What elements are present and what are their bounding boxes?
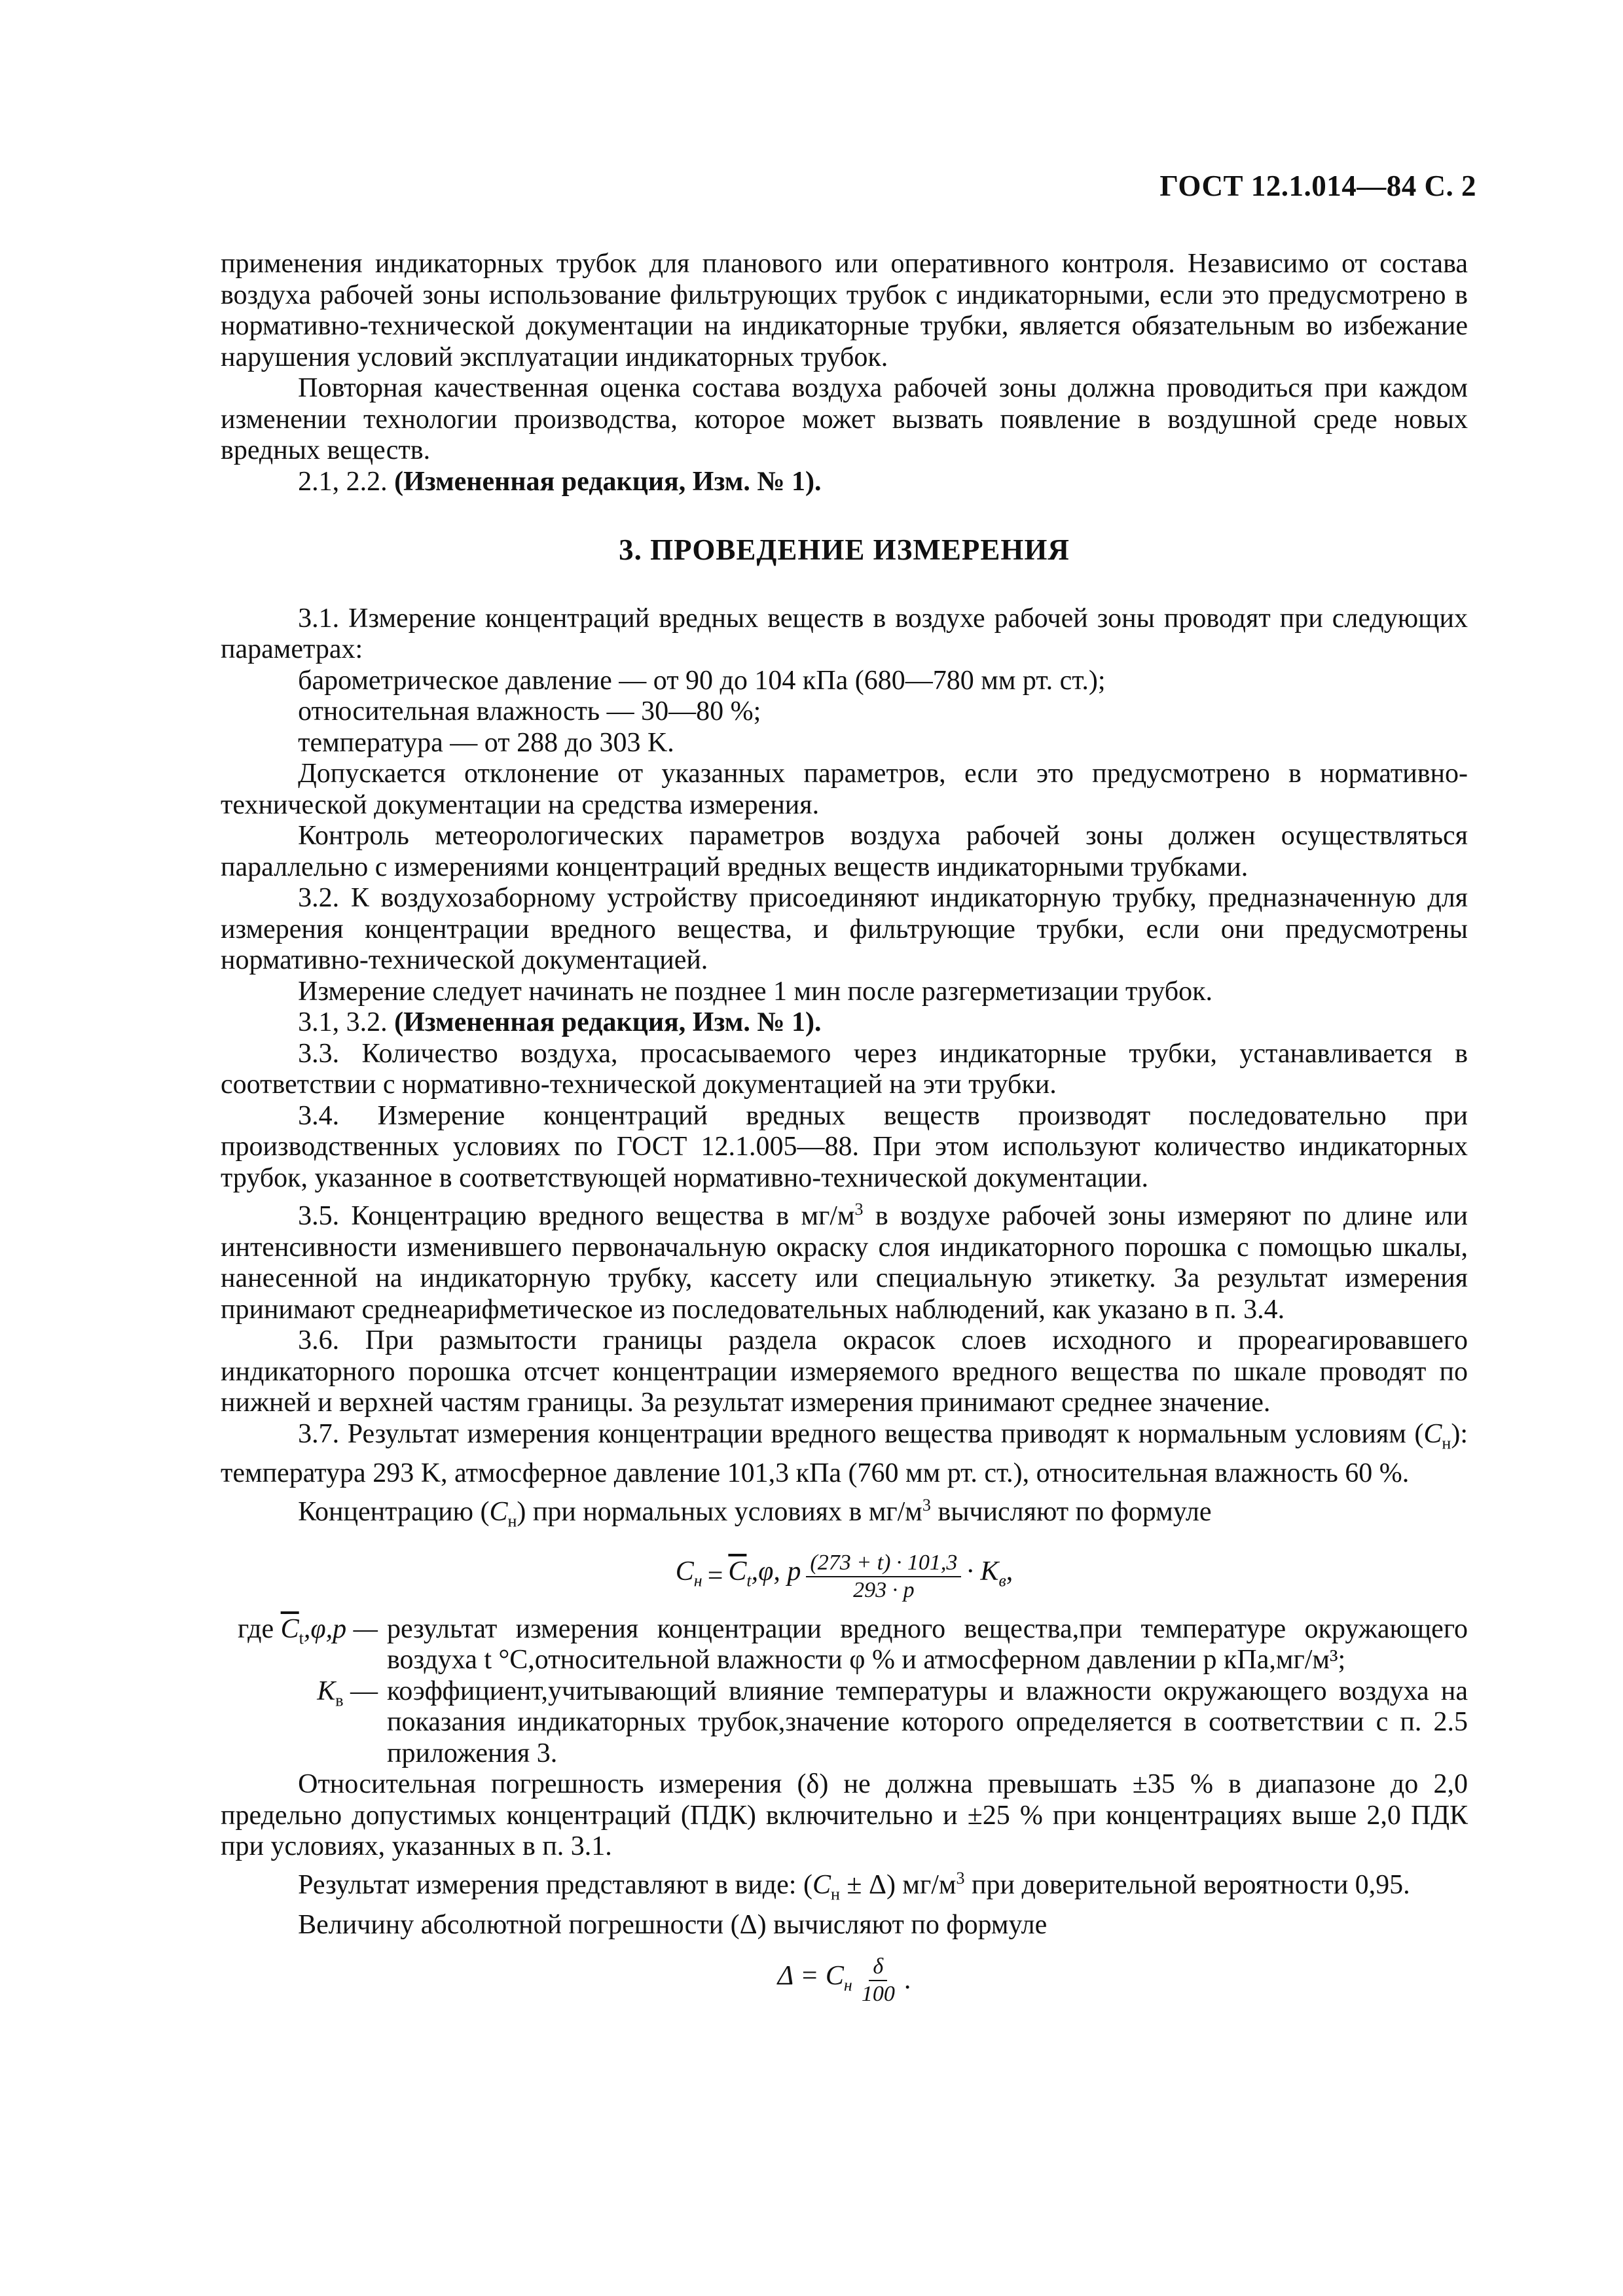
definition-term-2: [221, 1676, 378, 1770]
abs-fraction: [858, 1955, 899, 2006]
measured-term: [728, 1556, 801, 1596]
abs-denominator: 100: [861, 1982, 895, 2007]
clause-3-5: [221, 1194, 1468, 1325]
result-text-a: Результат измерения представляют в виде: (: [298, 1869, 812, 1900]
formula-lhs: [676, 1556, 702, 1596]
start-paragraph: Измерение следует начинать не позднее 1 мин после разгерметизации трубок.: [298, 976, 1213, 1007]
kb-term: [966, 1556, 1013, 1596]
ct-symbol: $\overline{C}$: [728, 1556, 747, 1587]
kb-symbol: · K: [966, 1556, 999, 1587]
clause-3-7-text-b: ): температура 293 K, атмосферное давление 101,3 кПа (760 мм рт. ст.), относительная влажность 60 %.: [221, 1418, 1468, 1489]
term1-rest: ,φ,p —: [303, 1613, 378, 1644]
note-ref: 2.1, 2.2.: [298, 466, 388, 497]
term2-rest: —: [343, 1676, 378, 1706]
calc-text-a: Концентрацию (: [298, 1496, 490, 1527]
cubic-sup: 3: [854, 1200, 864, 1219]
cubic-sup: 3: [922, 1495, 931, 1515]
where-word: где: [238, 1613, 274, 1644]
page-header: ГОСТ 12.1.014—84 С. 2: [1159, 170, 1476, 202]
param-humidity: относительная влажность — 30—80 %;: [298, 696, 761, 726]
intro-paragraph-1: применения индикаторных трубок для планового или оперативного контроля. Независимо от состава воздуха рабочей зоны использование фильтрующих трубок с индикаторными, если это предусмотрено в нормативно-технической документации на индикаторные трубки, является обязательным во избежание нарушения условий эксплуатации индикаторных трубок.: [221, 249, 1468, 372]
clause-3-7: [221, 1419, 1468, 1490]
clause-3-6: 3.6. При размытости границы раздела окрасок слоев исходного и прореагировавшего индикаторного порошка отсчет концентрации измеряемого вредного вещества по шкале проводят по нижней и верхней частям границы. За результат измерения принимают среднее значение.: [221, 1325, 1468, 1418]
equals-sign: =: [707, 1561, 723, 1592]
clause-3-2: 3.2. К воздухозаборному устройству присоединяют индикаторную трубку, предназначенную для измерения концентрации вредного вещества, и фильтрующие трубки, если они предусмотрены нормативно-технической документацией.: [221, 883, 1468, 975]
abs-error-paragraph: Величину абсолютной погрешности (Δ) вычисляют по формуле: [298, 1909, 1048, 1940]
note-bold: (Измененная редакция, Изм. № 1).: [394, 466, 822, 497]
symbol-sub: н: [830, 1884, 840, 1904]
error-paragraph: Относительная погрешность измерения (δ) не должна превышать ±35 % в диапазоне до 2,0 предельно допустимых концентраций (ПДК) включительно и ±25 % при концентрациях выше 2,0 ПДК при условиях, указанных в п. 3.1.: [221, 1769, 1468, 1862]
param-pressure: барометрическое давление — от 90 до 104 кПа (680—780 мм рт. ст.);: [298, 665, 1106, 696]
result-text-b: ± Δ) мг/м: [839, 1869, 957, 1900]
symbol-sub: н: [1442, 1433, 1451, 1452]
abs-lhs: [778, 1961, 852, 2001]
abs-numerator: δ: [869, 1955, 887, 1981]
ct-rest: ,φ, p: [751, 1556, 801, 1587]
amendment-note-3: [221, 1007, 1468, 1039]
symbol-c: C: [812, 1869, 831, 1900]
symbol-sub: н: [507, 1511, 517, 1531]
abs-lhs-text: Δ = C: [777, 1960, 844, 1991]
lhs-sub: н: [693, 1571, 702, 1590]
fraction-denominator: 293 · p: [853, 1577, 915, 1602]
abs-lhs-sub: н: [843, 1975, 852, 1995]
deviation-paragraph: Допускается отклонение от указанных параметров, если это предусмотрено в нормативно-технической документации на средства измерения.: [221, 759, 1468, 820]
param-temperature: температура — от 288 до 303 K.: [298, 727, 674, 758]
clause-3-5-text-b: в воздухе рабочей зоны измеряют по длине или интенсивности изменившего первоначальную окраску слоя индикаторного порошка с помощью шкалы, нанесенной на индикаторную трубку, кассету или специальную этикетку. За результат измерения принимают среднеарифметическое из последовательных наблюдений, как указано в п. 3.4.: [221, 1201, 1468, 1325]
clause-3-7-text-a: 3.7. Результат измерения концентрации вредного вещества приводят к нормальным условиям (: [298, 1418, 1424, 1449]
term1-symbol: $\overline{C}$: [280, 1613, 299, 1644]
ct-sub: t: [746, 1571, 752, 1590]
note-bold: (Измененная редакция, Изм. № 1).: [394, 1007, 822, 1037]
formula-intro: [221, 1490, 1468, 1537]
document-body: [221, 249, 1468, 2018]
clause-3-4: 3.4. Измерение концентраций вредных веществ производят последовательно при производственных условиях по ГОСТ 12.1.005—88. При этом используют количество индикаторных трубок, указанное в соответствующей нормативно-технической документации.: [221, 1100, 1468, 1193]
clause-3-1: 3.1. Измерение концентраций вредных веществ в воздухе рабочей зоны проводят при следующих параметрах:: [221, 603, 1468, 664]
calc-text-c: вычисляют по формуле: [930, 1496, 1212, 1527]
section-title: 3. ПРОВЕДЕНИЕ ИЗМЕРЕНИЯ: [619, 533, 1070, 566]
formula-comma: ,: [1006, 1556, 1013, 1587]
clause-3-3: 3.3. Количество воздуха, просасываемого через индикаторные трубки, устанавливается в соответствии с нормативно-технической документацией на эти трубки.: [221, 1038, 1468, 1100]
concentration-formula: [221, 1551, 1468, 1602]
term1-sub: t: [299, 1628, 304, 1648]
definition-desc-2: коэффициент,учитывающий влияние температуры и влажности окружающего воздуха на показания индикаторных трубок,значение которого определяется в соответствии с п. 2.5 приложения 3.: [387, 1676, 1468, 1768]
control-paragraph: Контроль метеорологических параметров воздуха рабочей зоны должен осуществляться параллельно с измерениями концентраций вредных веществ индикаторными трубками.: [221, 821, 1468, 882]
calc-text-b: ) при нормальных условиях в мг/м: [517, 1496, 922, 1527]
lhs-symbol: C: [675, 1556, 694, 1587]
term2-symbol: K: [317, 1676, 336, 1706]
kb-sub: в: [998, 1571, 1006, 1590]
note-ref: 3.1, 3.2.: [298, 1007, 388, 1037]
abs-error-formula: [221, 1955, 1468, 2006]
symbol-c: C: [1423, 1418, 1442, 1449]
amendment-note-2: [221, 467, 1468, 498]
clause-3-5-text-a: 3.5. Концентрацию вредного вещества в мг/м: [298, 1201, 855, 1231]
definitions: [221, 1614, 1468, 1770]
result-paragraph: [221, 1863, 1468, 1910]
intro-paragraph-2: Повторная качественная оценка состава воздуха рабочей зоны должна проводиться при каждом изменении технологии производства, которое может вызвать появление в воздушной среде новых вредных веществ.: [221, 373, 1468, 465]
abs-period: .: [903, 1965, 911, 1996]
cubic-sup: 3: [956, 1868, 965, 1888]
term2-sub: в: [335, 1691, 344, 1710]
fraction-numerator: (273 + t) · 101,3: [806, 1551, 961, 1577]
symbol-c: C: [489, 1496, 508, 1527]
definition-term-1: [221, 1614, 378, 1676]
definition-desc-1: результат измерения концентрации вредного вещества,при температуре окружающего воздуха t °С,относительной влажности φ % и атмосферном давлении p кПа,мг/м³;: [387, 1613, 1468, 1676]
correction-fraction: [806, 1551, 961, 1602]
result-text-c: при доверительной вероятности 0,95.: [964, 1869, 1410, 1900]
